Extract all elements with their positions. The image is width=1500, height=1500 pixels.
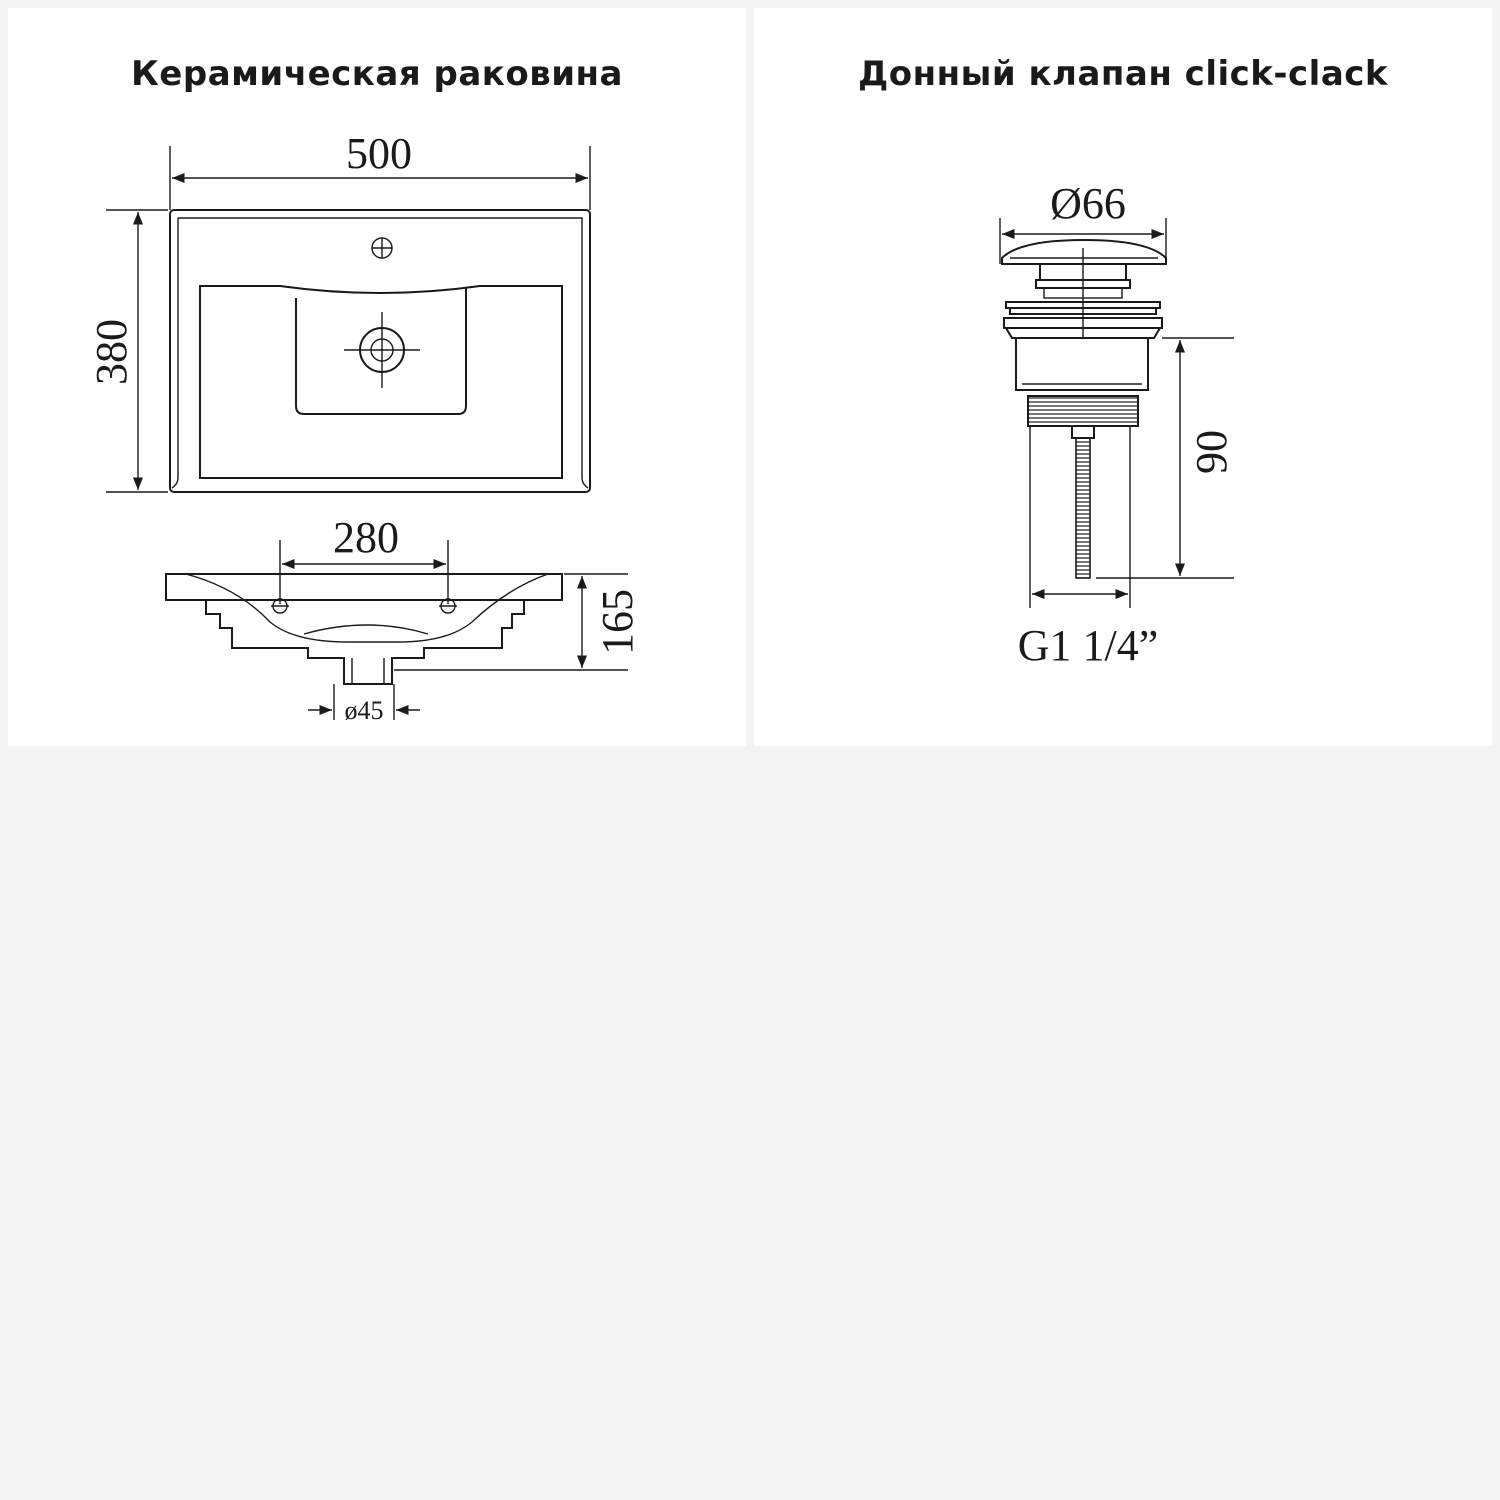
sink-title: Керамическая раковина [131, 54, 623, 94]
sink-mount-spacing-dimension [280, 513, 448, 604]
sink-depth-dimension [87, 210, 168, 492]
valve-length-dimension [1096, 338, 1236, 578]
valve-thread-label: G1 1/4” [1017, 621, 1159, 670]
drain-valve-panel [754, 8, 1492, 746]
sink-depth-label: 380 [87, 319, 136, 385]
sink-drain-diameter-label: ø45 [344, 696, 384, 725]
sink-width-dimension [170, 129, 590, 210]
valve-body [1002, 240, 1166, 608]
valve-cap-diameter-label: Ø66 [1050, 179, 1126, 228]
drain-valve-technical-drawing [754, 8, 1492, 746]
sink-technical-drawing [8, 8, 746, 746]
sink-drawing-panel [8, 8, 746, 746]
valve-thread-dimension [1018, 594, 1159, 670]
sink-width-label: 500 [346, 129, 412, 178]
sink-mount-spacing-label: 280 [333, 513, 399, 562]
empty-lower-area [0, 754, 1500, 1500]
sink-top-view [170, 210, 590, 492]
sink-side-view [166, 574, 562, 684]
drain-valve-title: Донный клапан click-clack [857, 54, 1389, 94]
valve-length-label: 90 [1187, 430, 1236, 474]
sink-drain-diameter-dimension [308, 684, 420, 725]
sink-height-label: 165 [593, 589, 642, 655]
